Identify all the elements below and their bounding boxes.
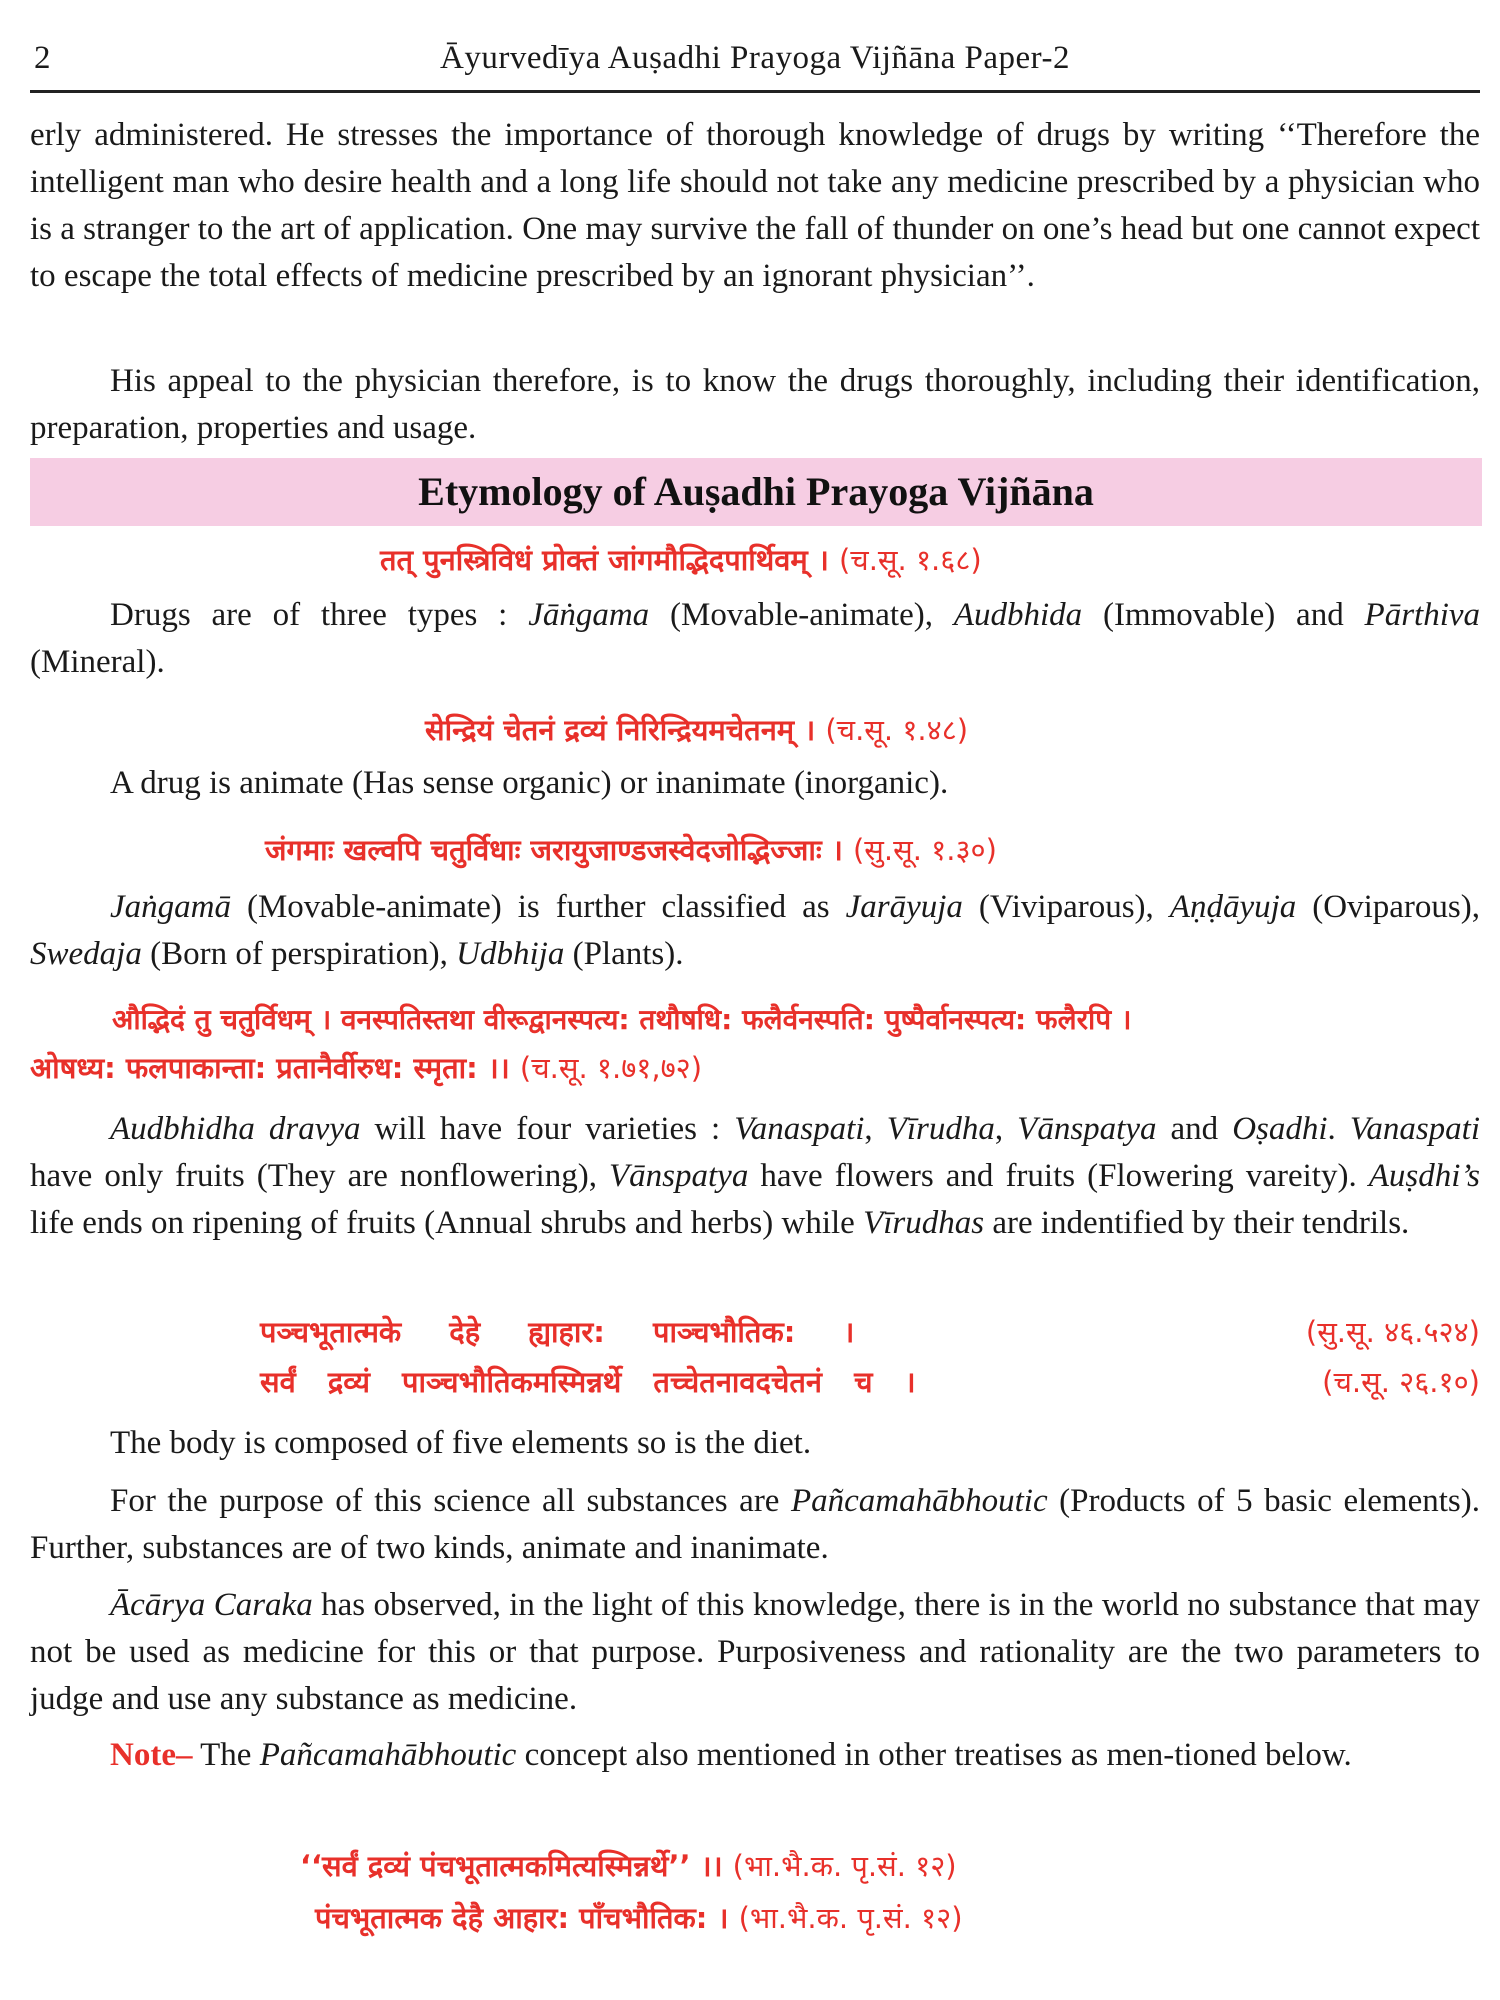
verse-text: सेन्द्रियं चेतनं द्रव्यं निरिन्द्रियमचेतनम् । <box>425 713 816 747</box>
sanskrit-verse-5-line-2 <box>260 1362 1480 1406</box>
verse-reference: (भा.भै.क. पृ.सं. १२) <box>732 1849 957 1883</box>
paragraph-drug-types: Drugs are of three types : Jāṅgama (Movable-animate), Audbhida (Immovable) and Pārthiva (Mineral). <box>30 597 1481 680</box>
verse-text: जंगमाः खल्वपि चतुर्विधाः जरायुजाण्डजस्वेदजोद्भिज्जाः । <box>265 833 843 867</box>
verse-text: तत् पुनस्त्रिविधं प्रोक्तं जांगमौद्भिदपार्थिवम् । <box>380 543 829 577</box>
paragraph-note: Note– The Pañcamahābhoutic concept also mentioned in other treatises as men-tioned below. <box>110 1737 1352 1773</box>
paragraph-intro: erly administered. He stresses the importance of thorough knowledge of drugs by writing ‘‘Therefore the intelligent man who desire health and a long life should not take any medicine prescribed by a physician who is a stranger to the art of application. One may survive the fall of thunder on one’s head but one cannot expect to escape the total effects of medicine prescribed by an ignorant physician’’. <box>30 117 1480 294</box>
verse-text: सर्वं द्रव्यं पाञ्चभौतिकमस्मिन्नर्थे तच्चेतनावदचेतनं च । <box>260 1365 916 1399</box>
verse-text: पंचभूतात्मक देहै आहार: पाँचभौतिक: । <box>315 1901 729 1935</box>
page-number: 2 <box>34 40 51 76</box>
verse-text: पञ्चभूतात्मके देहे ह्याहार: पाञ्चभौतिक: । <box>260 1315 855 1349</box>
paragraph-appeal: His appeal to the physician therefore, is to know the drugs thoroughly, including their identification, preparation, properties and usage. <box>30 363 1480 446</box>
sanskrit-verse-5-line-1 <box>260 1312 1480 1356</box>
sanskrit-verse-3 <box>265 830 997 869</box>
sanskrit-verse-4-line-2 <box>30 1048 702 1087</box>
sanskrit-verse-4-line-1: औद्भिदं तु चतुर्विधम् । वनस्पतिस्तथा वीरूद्वानस्पत्य: तथौषधि: फलैर्वनस्पति: पुष्पैर्वानस्पत्य: फलैरपि । <box>112 1003 1132 1036</box>
sanskrit-verse-7 <box>315 1898 963 1937</box>
paragraph-audbhidha: Audbhidha dravya will have four varieties : Vanaspati, Vīrudha, Vānspatya and Oṣadhi. Vanaspati have only fruits (They are nonflowering), Vānspatya have flowers and fruits (Flowering vareity). Auṣdhi’s life ends on ripening of fruits (Annual shrubs and herbs) while Vīrudhas are indentified by their tendrils. <box>30 1111 1481 1241</box>
paragraph-acarya-caraka: Ācārya Caraka has observed, in the light of this knowledge, there is in the world no substance that may not be used as medicine for this or that purpose. Purposiveness and rationality are the two parameters to judge and use any substance as medicine. <box>30 1587 1480 1717</box>
paragraph-pancamahabhoutic: For the purpose of this science all substances are Pañcamahābhoutic (Products of 5 basic elements). Further, substances are of two kinds, animate and inanimate. <box>30 1483 1480 1566</box>
verse-reference: (भा.भै.क. पृ.सं. १२) <box>738 1901 963 1935</box>
page-header <box>30 34 1480 93</box>
paragraph-jangama: Jaṅgamā (Movable-animate) is further classified as Jarāyuja (Viviparous), Aṇḍāyuja (Oviparous), Swedaja (Born of perspiration), Udbhija (Plants). <box>30 889 1480 972</box>
sanskrit-verse-2 <box>425 710 968 749</box>
verse-reference: (सु.सू. ४६.५२४) <box>1305 1315 1480 1349</box>
verse-text: ‘‘सर्वं द्रव्यं पंचभूतात्मकमित्यस्मिन्नर्थे’’ ।। <box>300 1849 723 1883</box>
verse-text: ओषध्य: फलपाकान्ता: प्रतानैर्वीरुध: स्मृता: ।। <box>30 1051 510 1085</box>
running-title: Āyurvedīya Auṣadhi Prayoga Vijñāna Paper-2 <box>440 40 1070 76</box>
sanskrit-verse-1 <box>380 540 982 579</box>
paragraph-body-elements: The body is composed of five elements so is the diet. <box>110 1425 812 1461</box>
note-label: Note– <box>110 1737 193 1773</box>
sanskrit-verse-6 <box>300 1846 957 1885</box>
paragraph-animate: A drug is animate (Has sense organic) or inanimate (inorganic). <box>110 765 949 801</box>
section-heading: Etymology of Auṣadhi Prayoga Vijñāna <box>418 469 1094 514</box>
verse-reference: (च.सू. १.४८) <box>825 713 969 747</box>
verse-reference: (सु.सू. १.३०) <box>852 833 997 867</box>
verse-reference: (च.सू. १.७१,७२) <box>519 1051 703 1085</box>
verse-reference: (च.सू. १.६८) <box>838 543 982 577</box>
verse-reference: (च.सू. २६.१०) <box>1322 1365 1480 1399</box>
